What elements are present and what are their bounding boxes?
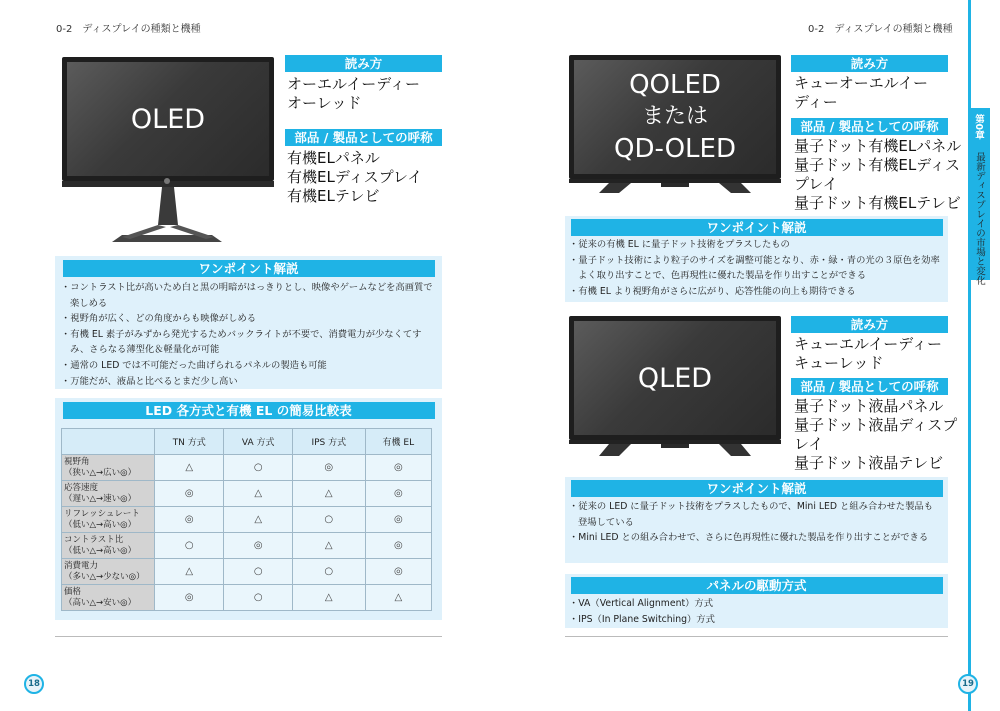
qoled-parts-line: プレイ bbox=[794, 175, 838, 193]
qoled-reading bbox=[794, 74, 928, 112]
qled-reading-line: キューエルイーディー bbox=[794, 335, 943, 353]
oled-onepoint-panel bbox=[55, 256, 442, 389]
row-label: 応答速度 bbox=[64, 482, 99, 493]
rating-cell: ◎ bbox=[365, 533, 431, 559]
qoled-parts-title: 部品 / 製品としての呼称 bbox=[791, 118, 948, 135]
bottom-rule-right bbox=[565, 636, 948, 637]
qled-parts-line: レイ bbox=[794, 435, 824, 453]
rating-cell: △ bbox=[292, 533, 365, 559]
rating-cell: △ bbox=[155, 455, 224, 481]
page-number-right: 19 bbox=[958, 674, 978, 694]
oled-reading-title: 読み方 bbox=[285, 55, 442, 72]
qled-parts bbox=[794, 397, 957, 473]
comparison-row bbox=[62, 507, 432, 533]
qoled-onepoint-title: ワンポイント解説 bbox=[571, 219, 943, 236]
row-sublabel: （高い△→安い◎） bbox=[64, 597, 137, 608]
qled-reading-title: 読み方 bbox=[791, 316, 948, 333]
rating-cell: ◎ bbox=[365, 455, 431, 481]
oled-onepoint-item: ・視野角が広く、どの角度からも映像がしめる bbox=[61, 313, 257, 325]
page-header-left: 0-2 ディスプレイの種類と機種 bbox=[56, 24, 201, 35]
qled-parts-line: 量子ドット液晶ディスプ bbox=[794, 416, 958, 434]
drive-item: ・VA（Vertical Alignment）方式 bbox=[569, 598, 713, 609]
qoled-onepoint-item: ・従来の有機 EL に量子ドット技術をプラスしたもの bbox=[569, 239, 790, 250]
qoled-screen-line: QOLED bbox=[629, 70, 721, 100]
qoled-parts-line: 量子ドット有機ELディス bbox=[794, 156, 961, 174]
comparison-col-header bbox=[62, 429, 155, 455]
comparison-col-header: 有機 EL bbox=[365, 429, 431, 455]
oled-onepoint-item: ・万能だが、液晶と比べるとまだ少し高い bbox=[61, 375, 238, 387]
qoled-reading-line: キューオーエルイー bbox=[794, 74, 928, 92]
row-label: 価格 bbox=[64, 586, 82, 597]
qled-parts-line: 量子ドット液晶テレビ bbox=[794, 454, 944, 472]
row-label: リフレッシュレート bbox=[64, 508, 140, 519]
drive-panel bbox=[565, 574, 948, 628]
rating-cell: ◎ bbox=[365, 481, 431, 507]
rating-cell: ○ bbox=[224, 585, 292, 611]
rating-cell: ○ bbox=[155, 533, 224, 559]
bottom-rule-left bbox=[55, 636, 442, 637]
qled-onepoint-panel bbox=[565, 477, 948, 563]
rating-cell: ◎ bbox=[155, 507, 224, 533]
oled-reading-line: オーエルイーディー bbox=[287, 75, 421, 93]
side-accent-line bbox=[968, 0, 971, 711]
drive-title: パネルの駆動方式 bbox=[571, 577, 943, 594]
row-sublabel: （狭い△→広い◎） bbox=[64, 467, 137, 478]
rating-cell: ○ bbox=[224, 559, 292, 585]
rating-cell: ○ bbox=[292, 507, 365, 533]
oled-reading bbox=[287, 75, 420, 113]
qoled-monitor-illustration bbox=[569, 55, 781, 195]
qoled-screen-line: QD-OLED bbox=[614, 134, 736, 164]
comparison-col-header: TN 方式 bbox=[155, 429, 224, 455]
rating-cell: ◎ bbox=[365, 559, 431, 585]
comparison-header-row bbox=[62, 429, 432, 455]
page-number-left: 18 bbox=[24, 674, 44, 694]
qoled-onepoint-item: ・有機 EL より視野角がさらに広がり、応答性能の向上も期待できる bbox=[569, 285, 856, 297]
qoled-reading-title: 読み方 bbox=[791, 55, 948, 72]
row-label: 視野角 bbox=[64, 456, 90, 467]
oled-parts-line: 有機ELディスプレイ bbox=[287, 168, 423, 186]
qled-onepoint-item: ・Mini LED との組み合わせで、さらに色再現性に優れた製品を作り出すことができる bbox=[569, 532, 929, 544]
rating-cell: ○ bbox=[224, 455, 292, 481]
oled-parts-line: 有機ELパネル bbox=[287, 149, 380, 167]
chapter-side-text: 最新ディスプレイの市場と変化 bbox=[974, 152, 985, 285]
oled-screen-label: OLED bbox=[130, 103, 206, 135]
drive-item: ・IPS（In Plane Switching）方式 bbox=[569, 613, 715, 625]
rating-cell: ◎ bbox=[365, 507, 431, 533]
comparison-row bbox=[62, 559, 432, 585]
qoled-parts-line: 量子ドット有機ELパネル bbox=[794, 137, 962, 155]
comparison-panel bbox=[55, 398, 442, 620]
qoled-onepoint-panel bbox=[565, 216, 948, 302]
rating-cell: ◎ bbox=[155, 481, 224, 507]
comparison-title: LED 各方式と有機 EL の簡易比較表 bbox=[63, 402, 435, 419]
rating-cell: △ bbox=[224, 507, 292, 533]
qoled-onepoint-item: ・量子ドット技術により粒子のサイズを調整可能となり、赤・緑・青の光の３原色を効率よく取り出すことで、色再現性に優れた製品を作り出すことができる bbox=[569, 254, 940, 282]
comparison-row bbox=[62, 533, 432, 559]
qled-parts-title: 部品 / 製品としての呼称 bbox=[791, 378, 948, 395]
oled-onepoint-title: ワンポイント解説 bbox=[63, 260, 435, 277]
comparison-row bbox=[62, 585, 432, 611]
rating-cell: ◎ bbox=[224, 533, 292, 559]
rating-cell: △ bbox=[365, 585, 431, 611]
oled-onepoint-item: ・有機 EL 素子がみずから発光するためバックライトが不要で、消費電力が少なくてすみ、さらなる薄型化＆軽量化が可能 bbox=[61, 328, 422, 356]
qled-parts-line: 量子ドット液晶パネル bbox=[794, 397, 944, 415]
row-label: コントラスト比 bbox=[64, 534, 124, 545]
rating-cell: ◎ bbox=[292, 455, 365, 481]
qled-onepoint-item: ・従来の LED に量子ドット技術をプラスしたもので、Mini LED と組み合わせた製品も登場している bbox=[569, 501, 933, 528]
rating-cell: △ bbox=[224, 481, 292, 507]
qoled-parts bbox=[794, 137, 961, 213]
qled-screen-label: QLED bbox=[637, 362, 713, 394]
oled-parts bbox=[287, 149, 422, 206]
oled-onepoint-item: ・コントラスト比が高いため白と黒の明暗がはっきりとし、映像やゲームなどを高画質で楽しめる bbox=[61, 282, 433, 309]
qoled-screen-line: または bbox=[641, 104, 708, 129]
oled-reading-line: オーレッド bbox=[287, 94, 362, 112]
oled-monitor-illustration bbox=[62, 57, 274, 242]
comparison-col-header: IPS 方式 bbox=[292, 429, 365, 455]
qled-reading bbox=[794, 335, 942, 373]
page-header-right: 0-2 ディスプレイの種類と機種 bbox=[808, 24, 953, 35]
qled-monitor-illustration bbox=[569, 316, 781, 458]
comparison-table bbox=[61, 428, 432, 611]
row-sublabel: （低い△→高い◎） bbox=[64, 519, 137, 530]
qled-reading-line: キューレッド bbox=[794, 354, 884, 372]
qled-onepoint-title: ワンポイント解説 bbox=[571, 480, 943, 497]
rating-cell: △ bbox=[155, 559, 224, 585]
oled-parts-line: 有機ELテレビ bbox=[287, 187, 380, 205]
oled-onepoint-item: ・通常の LED では不可能だった曲げられるパネルの製造も可能 bbox=[61, 359, 327, 371]
qoled-reading-line: ディー bbox=[794, 93, 838, 111]
comparison-row bbox=[62, 455, 432, 481]
qoled-parts-line: 量子ドット有機ELテレビ bbox=[794, 194, 961, 212]
rating-cell: △ bbox=[292, 585, 365, 611]
comparison-row bbox=[62, 481, 432, 507]
comparison-col-header: VA 方式 bbox=[224, 429, 292, 455]
row-label: 消費電力 bbox=[64, 560, 99, 571]
row-sublabel: （低い△→高い◎） bbox=[64, 545, 137, 556]
chapter-number: 第0章 bbox=[973, 114, 984, 140]
rating-cell: ◎ bbox=[155, 585, 224, 611]
rating-cell: △ bbox=[292, 481, 365, 507]
rating-cell: ○ bbox=[292, 559, 365, 585]
oled-parts-title: 部品 / 製品としての呼称 bbox=[285, 129, 442, 146]
row-sublabel: （多い△→少ない◎） bbox=[64, 571, 145, 582]
row-sublabel: （遅い△→速い◎） bbox=[64, 493, 137, 504]
